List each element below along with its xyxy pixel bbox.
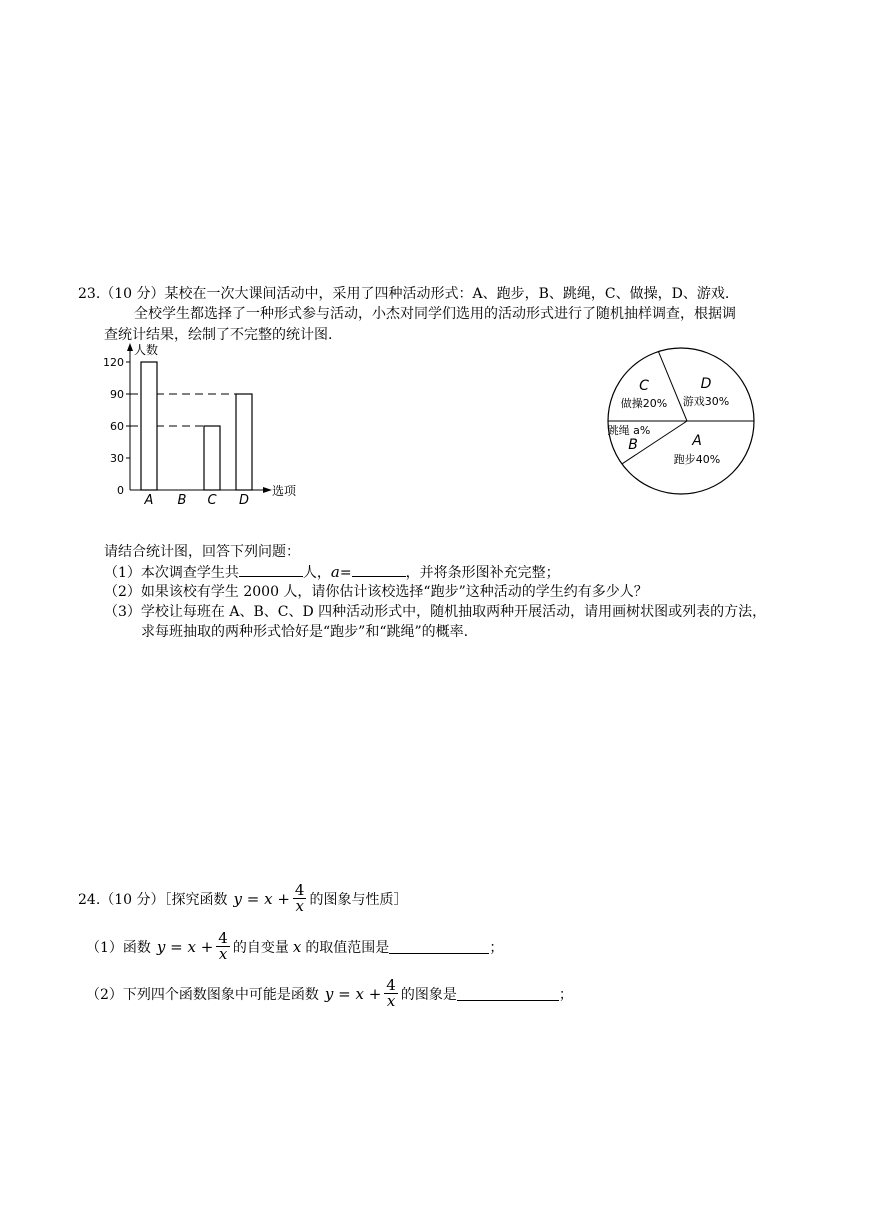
q24-sub1-c: 的取值范围是: [305, 939, 390, 956]
answer-blank-a[interactable]: [352, 562, 406, 577]
q24-sub2: [86, 978, 573, 1009]
q24-sub1-a: （1）函数: [86, 939, 151, 956]
y-tick-label: 90: [110, 388, 124, 401]
q24-sub1-end: ；: [489, 939, 504, 956]
q23-sub2: （2）如果该校有学生 2000 人，请你估计该校选择“跑步”这种活动的学生约有多少人？: [104, 584, 648, 600]
x-axis-label: 选项: [272, 484, 297, 498]
q24-sub1: [86, 931, 503, 962]
pie-label-D: 游戏30%: [682, 395, 730, 408]
q23-line2: 全校学生都选择了一种形式参与活动，小杰对同学们选用的活动形式进行了随机抽样调查，根据调: [134, 306, 736, 322]
q23-prompt: 请结合统计图，回答下列问题：: [104, 544, 300, 560]
bar-D: [236, 394, 252, 490]
q24-title-b: 的图象与性质］: [309, 891, 408, 908]
q23-sub1: [104, 562, 560, 583]
q24-sub2-b: 的图象是: [400, 986, 457, 1003]
q24-func-lhs: y = x +: [233, 889, 290, 908]
q24-sub2-end: ；: [558, 986, 573, 1003]
bar-chart: [96, 340, 316, 510]
frac-denominator: x: [384, 993, 398, 1009]
bar-C: [204, 426, 220, 490]
pie-letter-A: A: [692, 433, 702, 449]
y-axis-label: 人数: [134, 343, 159, 357]
q24-sub2-func-lhs: y = x +: [324, 984, 382, 1003]
x-tick-label: C: [207, 493, 217, 508]
answer-blank-total[interactable]: [239, 562, 303, 577]
pie-letter-C: C: [639, 378, 649, 394]
frac-denominator: x: [293, 898, 307, 914]
pie-letter-B: B: [628, 437, 638, 453]
q23-sub1-b: 人，: [302, 565, 331, 581]
q24-sub1-var: x: [292, 937, 302, 956]
q23-sub1-a: （1）本次调查学生共: [104, 565, 239, 581]
pie-label-A: 跑步40%: [673, 453, 721, 466]
pie-chart: [600, 340, 762, 502]
x-tick-label: B: [177, 493, 187, 508]
answer-blank-graph[interactable]: [457, 986, 559, 1001]
x-tick-label: A: [144, 493, 154, 508]
pie-label-B: 跳绳 a%: [607, 424, 651, 437]
pie-letter-D: D: [700, 376, 712, 392]
q24-sub2-a: （2）下列四个函数图象中可能是函数: [86, 986, 319, 1003]
q23-line3: 查统计结果，绘制了不完整的统计图.: [104, 327, 333, 343]
q23-sub3-line1: （3）学校让每班在 A、B、C、D 四种活动形式中，随机抽取两种开展活动，请用画树状图或列表的方法，: [104, 604, 767, 620]
x-axis-arrow: [263, 487, 272, 493]
y-tick-label: 0: [117, 484, 124, 497]
q23-sub3-line2: 求每班抽取的两种形式恰好是“跑步”和“跳绳”的概率.: [141, 624, 469, 640]
bar-A: [141, 362, 157, 490]
y-tick-label: 60: [110, 420, 124, 433]
x-tick-label: D: [238, 493, 250, 508]
q23-line1: 23.（10 分）某校在一次大课间活动中，采用了四种活动形式：A、跑步，B、跳绳，C、做操，D、游戏.: [78, 286, 730, 302]
q23-sub1-c: =: [339, 565, 352, 581]
q24-sub1-func-lhs: y = x +: [156, 937, 214, 956]
q23-sub1-var: a: [330, 563, 340, 581]
frac-numerator: 4: [218, 929, 228, 947]
frac-numerator: 4: [386, 976, 396, 994]
frac-numerator: 4: [294, 881, 305, 899]
answer-blank-domain[interactable]: [389, 939, 489, 954]
y-axis-arrow: [127, 343, 133, 351]
q24-title-a: 24.（10 分）［探究函数: [78, 891, 228, 908]
q24-sub2-fraction: [384, 978, 398, 1009]
pie-label-C: 做操20%: [620, 397, 668, 410]
q23-sub1-d: ，并将条形图补充完整；: [405, 565, 560, 581]
q24-fraction: [293, 883, 307, 914]
y-tick-label: 30: [110, 452, 124, 465]
q24-sub1-b: 的自变量: [232, 939, 289, 956]
q24-sub1-fraction: [216, 931, 230, 962]
q24-title: [78, 883, 407, 914]
frac-denominator: x: [216, 946, 230, 962]
y-tick-label: 120: [103, 356, 124, 369]
